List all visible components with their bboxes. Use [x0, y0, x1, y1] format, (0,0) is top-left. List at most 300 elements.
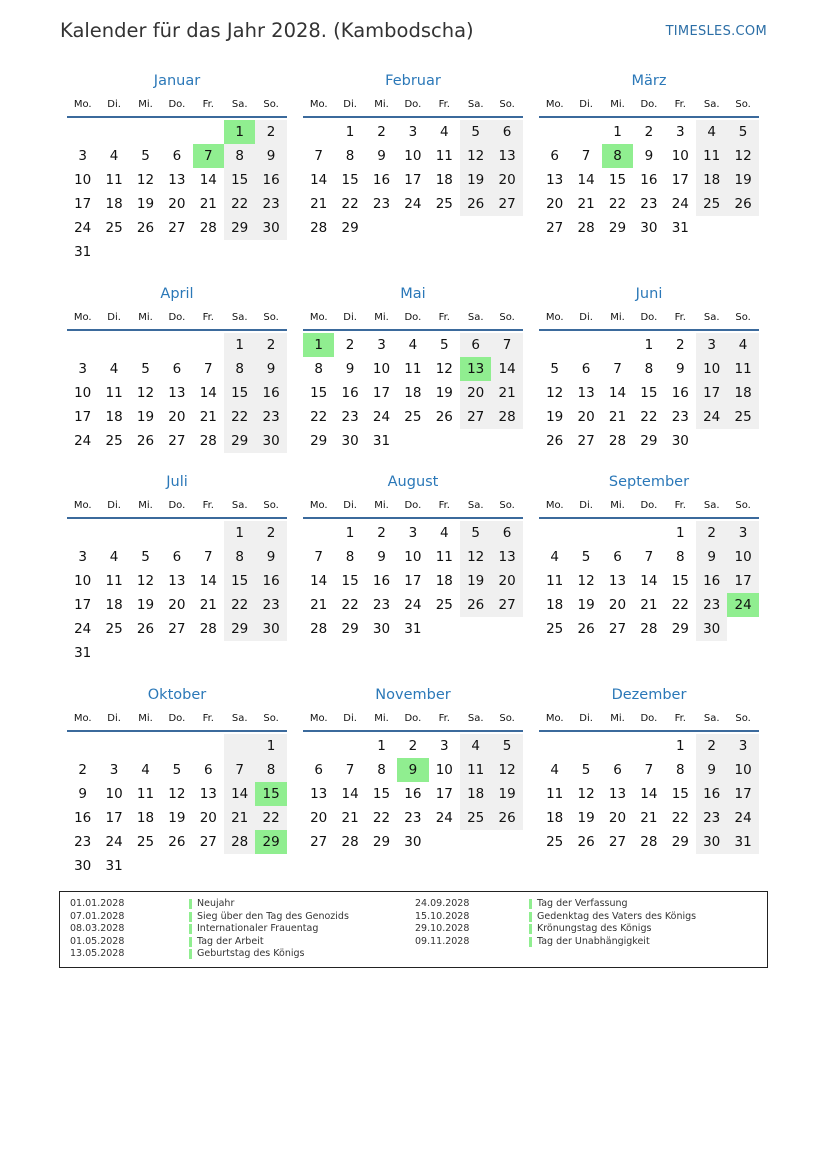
day-cell: 23 — [404, 810, 422, 826]
day-cell: 16 — [74, 810, 92, 826]
day-cell: 10 — [404, 148, 422, 164]
day-cell: 9 — [78, 786, 87, 802]
day-cell: 10 — [727, 545, 758, 569]
weekday-header: Sa. — [703, 713, 720, 724]
day-cell: 30 — [372, 621, 391, 637]
day-cell: 22 — [608, 196, 627, 212]
day-cell: 24 — [372, 409, 391, 425]
day-cell: 8 — [345, 549, 355, 565]
day-cell: 19 — [546, 409, 564, 425]
day-cell: 6 — [172, 549, 182, 565]
day-cell: 19 — [577, 810, 595, 826]
day-cell: 27 — [608, 834, 627, 850]
day-cell: 5 — [491, 734, 522, 758]
day-cell: 2 — [255, 120, 286, 144]
day-cell: 11 — [460, 758, 491, 782]
weekday-header: Mi. — [138, 312, 153, 323]
day-cell: 21 — [199, 597, 217, 613]
day-cell: 13 — [546, 172, 564, 188]
day-cell: 29 — [310, 433, 328, 449]
day-cell: 11 — [546, 786, 564, 802]
day-cell: 23 — [372, 597, 391, 613]
day-cell: 11 — [105, 573, 123, 589]
day-cell: 29 — [224, 429, 255, 453]
day-cell: 24 — [671, 196, 689, 212]
day-cell: 25 — [136, 834, 155, 850]
legend-holiday-name: Internationaler Frauentag — [197, 923, 319, 934]
header-rule — [539, 116, 759, 118]
holiday-day-cell: 9 — [397, 758, 428, 782]
day-cell: 22 — [341, 597, 359, 613]
day-cell: 30 — [696, 617, 727, 641]
day-cell: 12 — [136, 573, 155, 589]
legend-color-marker — [529, 937, 532, 947]
weekday-header: Do. — [640, 713, 658, 724]
day-cell: 16 — [341, 385, 359, 401]
weekend-empty-cell — [224, 734, 255, 758]
day-cell: 26 — [168, 834, 186, 850]
weekday-header: So. — [735, 713, 751, 724]
weekday-header: So. — [735, 312, 751, 323]
weekday-header: Do. — [168, 99, 186, 110]
day-cell: 11 — [105, 385, 123, 401]
day-cell: 8 — [224, 144, 255, 168]
day-cell: 23 — [671, 409, 689, 425]
day-cell: 20 — [168, 597, 186, 613]
weekday-header: Di. — [107, 500, 121, 511]
day-cell: 21 — [310, 196, 328, 212]
day-cell: 17 — [696, 381, 727, 405]
day-cell: 12 — [136, 385, 155, 401]
day-cell: 4 — [141, 762, 150, 778]
legend-date: 24.09.2028 — [415, 898, 470, 909]
day-cell: 14 — [640, 573, 658, 589]
day-cell: 23 — [372, 196, 391, 212]
header-rule — [539, 517, 759, 519]
day-cell: 3 — [377, 337, 386, 353]
day-cell: 20 — [199, 810, 217, 826]
day-cell: 30 — [255, 216, 286, 240]
day-cell: 9 — [377, 148, 386, 164]
day-cell: 14 — [341, 786, 359, 802]
header-rule — [67, 517, 287, 519]
day-cell: 8 — [224, 357, 255, 381]
day-cell: 6 — [203, 762, 213, 778]
day-cell: 12 — [168, 786, 186, 802]
day-cell: 1 — [377, 738, 386, 754]
weekday-header: Mo. — [309, 312, 328, 323]
legend-date: 09.11.2028 — [415, 935, 470, 947]
day-cell: 22 — [341, 196, 359, 212]
weekday-header: Fr. — [438, 312, 450, 323]
day-cell: 22 — [372, 810, 391, 826]
day-cell: 22 — [671, 597, 689, 613]
day-cell: 14 — [577, 172, 595, 188]
weekday-header: Sa. — [467, 713, 484, 724]
day-cell: 3 — [727, 734, 758, 758]
day-cell: 3 — [109, 762, 119, 778]
day-cell: 30 — [74, 858, 92, 874]
day-cell: 16 — [255, 381, 286, 405]
day-cell: 19 — [460, 168, 491, 192]
weekday-header: Di. — [579, 99, 593, 110]
day-cell: 8 — [255, 758, 286, 782]
weekday-header: Do. — [404, 713, 422, 724]
header-rule — [539, 329, 759, 331]
weekday-header: Fr. — [674, 713, 686, 724]
legend-color-marker — [189, 899, 192, 909]
day-cell: 9 — [255, 357, 286, 381]
day-cell: 8 — [644, 361, 654, 377]
weekday-header: Mo. — [545, 713, 564, 724]
weekday-header: Mi. — [138, 99, 153, 110]
day-cell: 17 — [74, 597, 92, 613]
day-cell: 10 — [74, 385, 92, 401]
day-cell: 10 — [404, 549, 422, 565]
holiday-day-cell: 24 — [727, 593, 758, 617]
day-cell: 26 — [435, 409, 453, 425]
weekday-header: Di. — [579, 713, 593, 724]
day-cell: 31 — [404, 621, 422, 637]
day-cell: 21 — [224, 806, 255, 830]
day-cell: 4 — [460, 734, 491, 758]
day-cell: 12 — [460, 144, 491, 168]
day-cell: 6 — [460, 333, 491, 357]
header-rule — [303, 116, 523, 118]
day-cell: 26 — [460, 192, 491, 216]
day-cell: 22 — [640, 409, 658, 425]
day-cell: 10 — [74, 172, 92, 188]
day-cell: 13 — [168, 172, 186, 188]
weekday-header: Mo. — [73, 99, 92, 110]
day-cell: 23 — [255, 405, 286, 429]
day-cell: 27 — [310, 834, 328, 850]
day-cell: 27 — [546, 220, 564, 236]
day-cell: 18 — [105, 597, 123, 613]
day-cell: 21 — [199, 409, 217, 425]
day-cell: 1 — [345, 525, 355, 541]
day-cell: 29 — [671, 621, 689, 637]
legend-holiday-name: Geburtstag des Königs — [197, 948, 305, 959]
day-cell: 13 — [608, 573, 627, 589]
day-cell: 13 — [168, 385, 186, 401]
day-cell: 15 — [224, 381, 255, 405]
day-cell: 22 — [224, 593, 255, 617]
header-rule — [67, 730, 287, 732]
legend-date: 13.05.2028 — [70, 948, 125, 959]
day-cell: 8 — [314, 361, 323, 377]
holiday-day-cell: 13 — [460, 357, 491, 381]
day-cell: 21 — [640, 810, 658, 826]
day-cell: 30 — [341, 433, 359, 449]
day-cell: 26 — [460, 593, 491, 617]
weekday-header: Mo. — [545, 312, 564, 323]
day-cell: 11 — [435, 148, 453, 164]
day-cell: 5 — [141, 148, 150, 164]
day-cell: 28 — [491, 405, 522, 429]
day-cell: 20 — [491, 569, 522, 593]
day-cell: 4 — [109, 361, 119, 377]
day-cell: 31 — [727, 830, 758, 854]
day-cell: 27 — [168, 220, 186, 236]
weekday-header: Sa. — [231, 312, 248, 323]
day-cell: 20 — [608, 810, 627, 826]
day-cell: 20 — [460, 381, 491, 405]
month-name: September — [608, 474, 690, 490]
weekday-header: Fr. — [202, 99, 214, 110]
day-cell: 4 — [439, 525, 449, 541]
weekday-header: Do. — [168, 713, 186, 724]
day-cell: 17 — [74, 196, 92, 212]
month-name: Oktober — [147, 687, 207, 703]
day-cell: 14 — [640, 786, 658, 802]
day-cell: 7 — [314, 148, 323, 164]
weekday-header: Fr. — [674, 99, 686, 110]
day-cell: 26 — [577, 621, 595, 637]
day-cell: 12 — [136, 172, 155, 188]
weekday-header: Di. — [107, 99, 121, 110]
day-cell: 9 — [696, 545, 727, 569]
day-cell: 5 — [460, 521, 491, 545]
day-cell: 6 — [491, 521, 522, 545]
day-cell: 11 — [727, 357, 758, 381]
day-cell: 26 — [577, 834, 595, 850]
legend-holiday-name: Tag der Verfassung — [537, 898, 628, 909]
day-cell: 7 — [203, 361, 213, 377]
day-cell: 30 — [404, 834, 422, 850]
weekday-header: So. — [263, 500, 279, 511]
day-cell: 19 — [435, 385, 453, 401]
weekday-header: Mo. — [309, 500, 328, 511]
day-cell: 9 — [255, 144, 286, 168]
day-cell: 24 — [404, 597, 422, 613]
day-cell: 1 — [675, 525, 685, 541]
weekday-header: Mi. — [610, 99, 625, 110]
day-cell: 3 — [727, 521, 758, 545]
weekday-header: Di. — [343, 713, 357, 724]
day-cell: 13 — [491, 144, 522, 168]
day-cell: 21 — [577, 196, 595, 212]
day-cell: 1 — [613, 124, 622, 140]
day-cell: 4 — [550, 762, 559, 778]
legend-holiday-name: Krönungstag des Königs — [537, 923, 652, 934]
weekday-header: Mi. — [610, 500, 625, 511]
weekday-header: So. — [499, 312, 515, 323]
month-name: Januar — [153, 73, 201, 89]
day-cell: 28 — [310, 220, 328, 236]
weekday-header: So. — [499, 713, 515, 724]
legend-color-marker — [529, 912, 532, 922]
holiday-day-cell: 1 — [224, 120, 255, 144]
day-cell: 1 — [255, 734, 286, 758]
weekday-header: Mo. — [73, 713, 92, 724]
day-cell: 13 — [491, 545, 522, 569]
brand-link[interactable]: TIMESLES.COM — [665, 24, 767, 39]
day-cell: 16 — [372, 172, 391, 188]
month-name: August — [387, 474, 439, 490]
day-cell: 27 — [491, 192, 522, 216]
day-cell: 18 — [435, 573, 453, 589]
day-cell: 25 — [105, 433, 123, 449]
day-cell: 17 — [727, 569, 758, 593]
day-cell: 3 — [78, 148, 87, 164]
weekday-header: Mi. — [610, 312, 625, 323]
legend-holiday-name: Tag der Arbeit — [197, 935, 264, 947]
day-cell: 25 — [546, 834, 564, 850]
day-cell: 15 — [224, 168, 255, 192]
weekday-header: Mo. — [73, 312, 92, 323]
day-cell: 9 — [255, 545, 286, 569]
day-cell: 4 — [696, 120, 727, 144]
legend-date: 29.10.2028 — [415, 923, 470, 934]
day-cell: 10 — [727, 758, 758, 782]
weekday-header: Fr. — [438, 500, 450, 511]
day-cell: 5 — [439, 337, 449, 353]
day-cell: 15 — [341, 172, 359, 188]
month-name: März — [631, 73, 667, 89]
day-cell: 29 — [671, 834, 689, 850]
day-cell: 5 — [727, 120, 758, 144]
day-cell: 19 — [136, 196, 155, 212]
day-cell: 24 — [404, 196, 422, 212]
day-cell: 31 — [671, 220, 689, 236]
day-cell: 6 — [172, 148, 182, 164]
day-cell: 28 — [310, 621, 328, 637]
day-cell: 31 — [74, 244, 92, 260]
day-cell: 16 — [255, 569, 286, 593]
day-cell: 27 — [491, 593, 522, 617]
day-cell: 28 — [341, 834, 359, 850]
day-cell: 11 — [696, 144, 727, 168]
header-rule — [303, 517, 523, 519]
day-cell: 22 — [255, 806, 286, 830]
day-cell: 5 — [581, 762, 591, 778]
weekday-header: Fr. — [202, 312, 214, 323]
day-cell: 3 — [78, 549, 87, 565]
weekday-header: Sa. — [703, 312, 720, 323]
day-cell: 7 — [314, 549, 323, 565]
day-cell: 21 — [608, 409, 627, 425]
day-cell: 16 — [671, 385, 689, 401]
day-cell: 28 — [640, 834, 658, 850]
day-cell: 18 — [546, 810, 564, 826]
day-cell: 16 — [696, 569, 727, 593]
weekday-header: Do. — [404, 500, 422, 511]
day-cell: 25 — [696, 192, 727, 216]
day-cell: 3 — [696, 333, 727, 357]
header-rule — [539, 730, 759, 732]
weekday-header: So. — [735, 99, 751, 110]
day-cell: 20 — [310, 810, 328, 826]
day-cell: 6 — [613, 549, 622, 565]
day-cell: 20 — [546, 196, 564, 212]
day-cell: 28 — [608, 433, 627, 449]
day-cell: 30 — [696, 830, 727, 854]
day-cell: 10 — [696, 357, 727, 381]
weekday-header: Di. — [107, 713, 121, 724]
day-cell: 7 — [581, 148, 591, 164]
day-cell: 6 — [314, 762, 323, 778]
day-cell: 14 — [310, 172, 328, 188]
day-cell: 2 — [377, 124, 386, 140]
day-cell: 4 — [439, 124, 449, 140]
day-cell: 14 — [310, 573, 328, 589]
day-cell: 19 — [136, 409, 155, 425]
weekday-header: Di. — [579, 312, 593, 323]
header-rule — [303, 730, 523, 732]
weekday-header: So. — [263, 312, 279, 323]
day-cell: 12 — [460, 545, 491, 569]
weekday-header: Sa. — [231, 500, 248, 511]
day-cell: 28 — [199, 220, 217, 236]
day-cell: 4 — [109, 549, 119, 565]
day-cell: 10 — [372, 361, 391, 377]
day-cell: 12 — [727, 144, 758, 168]
day-cell: 24 — [435, 810, 453, 826]
day-cell: 24 — [74, 220, 92, 236]
month-name: Mai — [400, 286, 426, 302]
month-name: Februar — [385, 73, 441, 89]
day-cell: 30 — [640, 220, 658, 236]
day-cell: 29 — [341, 220, 359, 236]
day-cell: 10 — [74, 573, 92, 589]
day-cell: 10 — [671, 148, 689, 164]
weekday-header: Sa. — [703, 99, 720, 110]
day-cell: 18 — [546, 597, 564, 613]
day-cell: 19 — [168, 810, 186, 826]
day-cell: 21 — [491, 381, 522, 405]
day-cell: 3 — [439, 738, 449, 754]
day-cell: 20 — [577, 409, 595, 425]
month-name: Juni — [635, 286, 663, 302]
day-cell: 2 — [377, 525, 386, 541]
day-cell: 2 — [696, 734, 727, 758]
day-cell: 29 — [640, 433, 658, 449]
day-cell: 26 — [136, 220, 155, 236]
weekday-header: Fr. — [202, 500, 214, 511]
weekday-header: Fr. — [438, 713, 450, 724]
day-cell: 15 — [310, 385, 328, 401]
day-cell: 18 — [105, 196, 123, 212]
day-cell: 7 — [644, 762, 654, 778]
day-cell: 23 — [640, 196, 658, 212]
legend-color-marker — [189, 949, 192, 959]
day-cell: 26 — [727, 192, 758, 216]
weekday-header: Mi. — [138, 713, 153, 724]
day-cell: 18 — [404, 385, 422, 401]
day-cell: 5 — [141, 549, 150, 565]
legend-color-marker — [189, 924, 192, 934]
day-cell: 7 — [224, 758, 255, 782]
day-cell: 17 — [404, 172, 422, 188]
day-cell: 22 — [224, 405, 255, 429]
day-cell: 30 — [671, 433, 689, 449]
day-cell: 25 — [404, 409, 422, 425]
day-cell: 28 — [577, 220, 595, 236]
legend-color-marker — [189, 912, 192, 922]
day-cell: 14 — [199, 573, 217, 589]
day-cell: 23 — [255, 192, 286, 216]
day-cell: 21 — [199, 196, 217, 212]
day-cell: 24 — [74, 433, 92, 449]
weekday-header: Sa. — [467, 99, 484, 110]
legend-holiday-name: Sieg über den Tag des Genozids — [197, 910, 349, 922]
day-cell: 8 — [675, 549, 685, 565]
day-cell: 11 — [136, 786, 155, 802]
day-cell: 26 — [546, 433, 564, 449]
day-cell: 12 — [491, 758, 522, 782]
day-cell: 18 — [696, 168, 727, 192]
